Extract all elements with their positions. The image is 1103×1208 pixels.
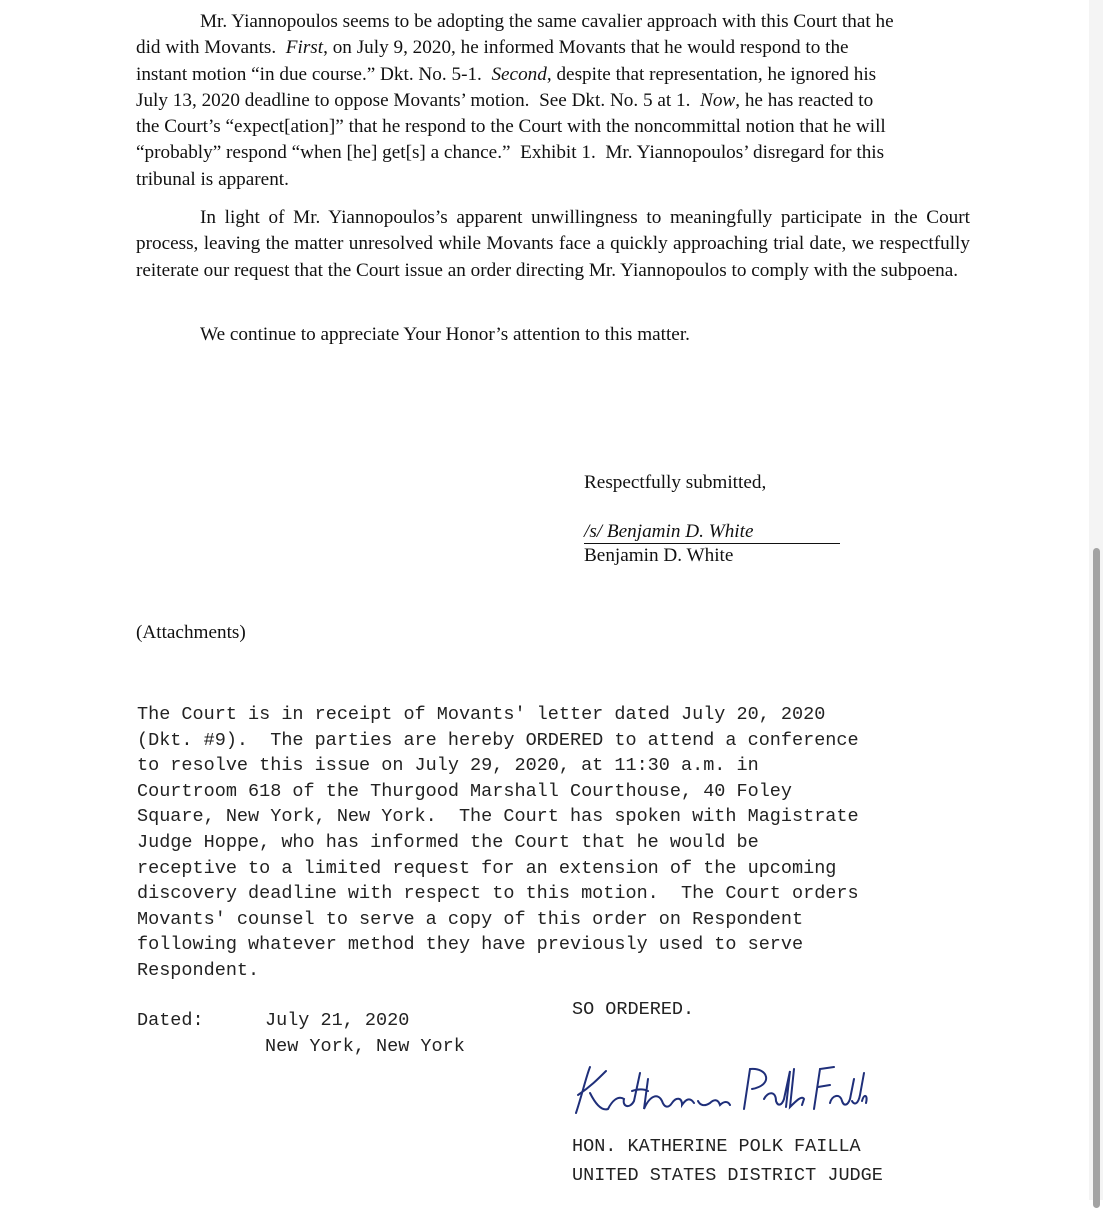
order-line: Movants' counsel to serve a copy of this order on Respondent [137,908,804,930]
letter-paragraph-2 [136,205,970,284]
paragraph-1-line: tribunal is apparent. [136,168,289,190]
attachments-note: (Attachments) [136,622,246,643]
judge-handwritten-signature [568,1055,868,1125]
judge-title: UNITED STATES DISTRICT JUDGE [572,1165,883,1186]
scrollbar-thumb[interactable] [1093,548,1100,1208]
order-line: Respondent. [137,959,260,981]
paragraph-1-line: “probably” respond “when [he] get[s] a chance.” Exhibit 1. Mr. Yiannopoulos’ disregard for this [136,142,885,164]
judge-name: HON. KATHERINE POLK FAILLA [572,1136,861,1157]
letter-paragraph-3 [136,322,970,348]
paragraph-3-text: We continue to appreciate Your Honor’s attention to this matter. [200,324,690,345]
dated-date: July 21, 2020 [265,1010,410,1031]
dated-label: Dated: [137,1010,204,1031]
order-line: Judge Hoppe, who has informed the Court that he would be [137,831,759,853]
order-line: Courtroom 618 of the Thurgood Marshall Courthouse, 40 Foley [137,780,793,802]
order-line: following whatever method they have previously used to serve [137,934,804,956]
order-line: The Court is in receipt of Movants' letter dated July 20, 2020 [137,704,826,725]
paragraph-1-line: the Court’s “expect[ation]” that he respond to the Court with the noncommittal notion that he will [136,116,886,138]
so-ordered-label: SO ORDERED. [572,999,695,1020]
order-line: (Dkt. #9). The parties are hereby ORDERED to attend a conference [137,729,859,751]
signer-name: Benjamin D. White [584,545,734,566]
electronic-signature-line: /s/ Benjamin D. White [584,521,840,544]
court-order-text [137,702,987,984]
order-line: Square, New York, New York. The Court has spoken with Magistrate [137,806,859,828]
paragraph-1-text [136,9,970,193]
paragraph-1-line: did with Movants. First, on July 9, 2020, he informed Movants that he would respond to the [136,37,849,59]
closing-text: Respectfully submitted, [584,472,767,493]
paragraph-1-line: instant motion “in due course.” Dkt. No. 5-1. Second, despite that representation, he ignored his [136,63,877,85]
vertical-scrollbar[interactable] [1089,0,1103,1200]
dated-place: New York, New York [265,1036,465,1057]
paragraph-1-line: Mr. Yiannopoulos seems to be adopting the same cavalier approach with this Court that he [200,11,894,32]
order-line: to resolve this issue on July 29, 2020, at 11:30 a.m. in [137,755,759,777]
paragraph-2-text: In light of Mr. Yiannopoulos’s apparent unwillingness to meaningfully participate in the Court process, leaving the matter unresolved while Movants face a quickly approaching trial date, we respectfully reiterate our request that the Court issue an order directing Mr. Yiannopoulos to comply with the subpoena. [136,207,970,281]
order-line: discovery deadline with respect to this motion. The Court orders [137,883,859,905]
letter-paragraph-1 [136,9,970,193]
order-line: receptive to a limited request for an extension of the upcoming [137,857,837,879]
paragraph-1-line: July 13, 2020 deadline to oppose Movants’ motion. See Dkt. No. 5 at 1. Now, he has reacted to [136,89,874,111]
